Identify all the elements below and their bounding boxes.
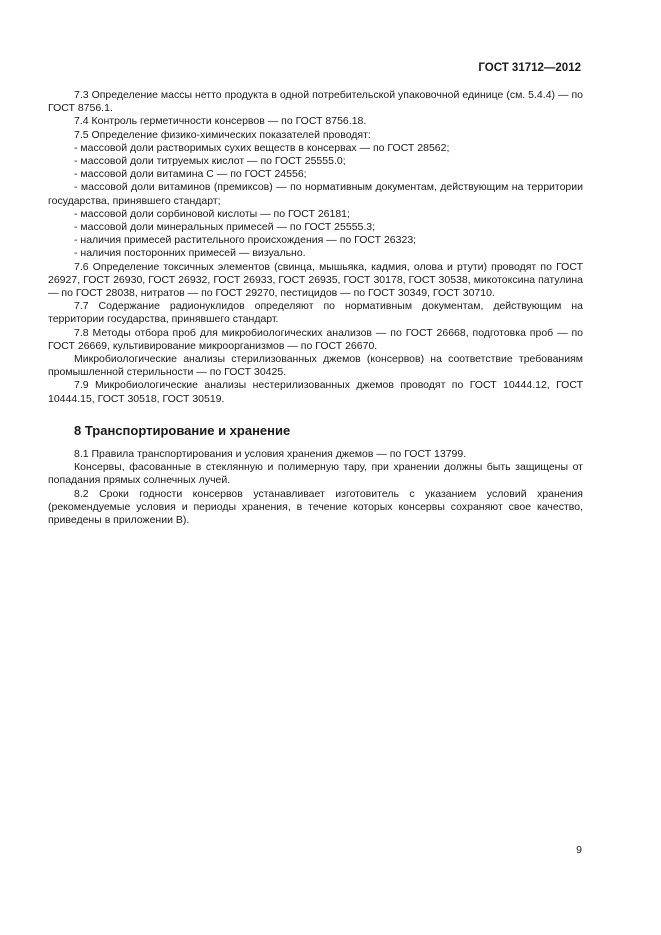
paragraph-7-8: 7.8 Методы отбора проб для микробиологических анализов — по ГОСТ 26668, подготовка проб — по ГОСТ 26669, культивирование микроорганизмов — по ГОСТ 26670. bbox=[48, 326, 583, 352]
paragraph-8-1-storage: Консервы, фасованные в стеклянную и полимерную тару, при хранении должны быть защищены от попадания прямых солнечных лучей. bbox=[48, 461, 583, 487]
paragraph-7-3: 7.3 Определение массы нетто продукта в одной потребительской упаковочной единице (см. 5.4.4) — по ГОСТ 8756.1. bbox=[48, 89, 583, 115]
list-item: - наличия примесей растительного происхождения — по ГОСТ 26323; bbox=[74, 234, 417, 247]
paragraph-7-6: 7.6 Определение токсичных элементов (свинца, мышьяка, кадмия, олова и ртути) проводят по ГОСТ 26927, ГОСТ 26930, ГОСТ 26932, ГОСТ 26933, ГОСТ 26935, ГОСТ 30178, ГОСТ 30538, микотоксина патулина — по ГОСТ 28038, нитратов — по ГОСТ 29270, пестицидов — по ГОСТ 30349, ГОСТ 30710. bbox=[48, 260, 583, 300]
list-item: - массовой доли титруемых кислот — по ГОСТ 25555.0; bbox=[74, 155, 346, 168]
list-item: - массовой доли растворимых сухих веществ в консервах — по ГОСТ 28562; bbox=[74, 141, 450, 154]
paragraph-7-7: 7.7 Содержание радионуклидов определяют по нормативным документам, действующим на территории государства, принявшего стандарт. bbox=[48, 300, 583, 326]
list-item: - наличия посторонних примесей — визуально. bbox=[74, 247, 306, 260]
section-8-heading: 8 Транспортирование и хранение bbox=[74, 422, 291, 438]
paragraph-7-4: 7.4 Контроль герметичности консервов — по ГОСТ 8756.18. bbox=[74, 115, 367, 128]
paragraph-8-1: 8.1 Правила транспортирования и условия хранения джемов — по ГОСТ 13799. bbox=[74, 448, 467, 461]
list-item: - массовой доли минеральных примесей — по ГОСТ 25555.3; bbox=[74, 221, 376, 234]
paragraph-7-8-microbiology: Микробиологические анализы стерилизованных джемов (консервов) на соответствие требованиям промышленной стерильности — по ГОСТ 30425. bbox=[48, 353, 583, 379]
list-item: - массовой доли витамина С — по ГОСТ 24556; bbox=[74, 168, 307, 181]
list-item: - массовой доли витаминов (премиксов) — по нормативным документам, действующим на территории государства, принявшего стандарт; bbox=[48, 181, 583, 207]
paragraph-7-5: 7.5 Определение физико-химических показателей проводят: bbox=[74, 128, 371, 141]
paragraph-7-9: 7.9 Микробиологические анализы нестерилизованных джемов проводят по ГОСТ 10444.12, ГОСТ 10444.15, ГОСТ 30518, ГОСТ 30519. bbox=[48, 379, 583, 405]
document-code-header: ГОСТ 31712—2012 bbox=[478, 62, 581, 74]
paragraph-8-2: 8.2 Сроки годности консервов устанавливает изготовитель с указанием условий хранения (рекомендуемые условия и периоды хранения, в течение которых консервы сохраняют свое качество, приведены в приложении В). bbox=[48, 487, 583, 527]
document-body bbox=[48, 89, 583, 527]
page-number: 9 bbox=[576, 844, 582, 856]
list-item: - массовой доли сорбиновой кислоты — по ГОСТ 26181; bbox=[74, 207, 350, 220]
